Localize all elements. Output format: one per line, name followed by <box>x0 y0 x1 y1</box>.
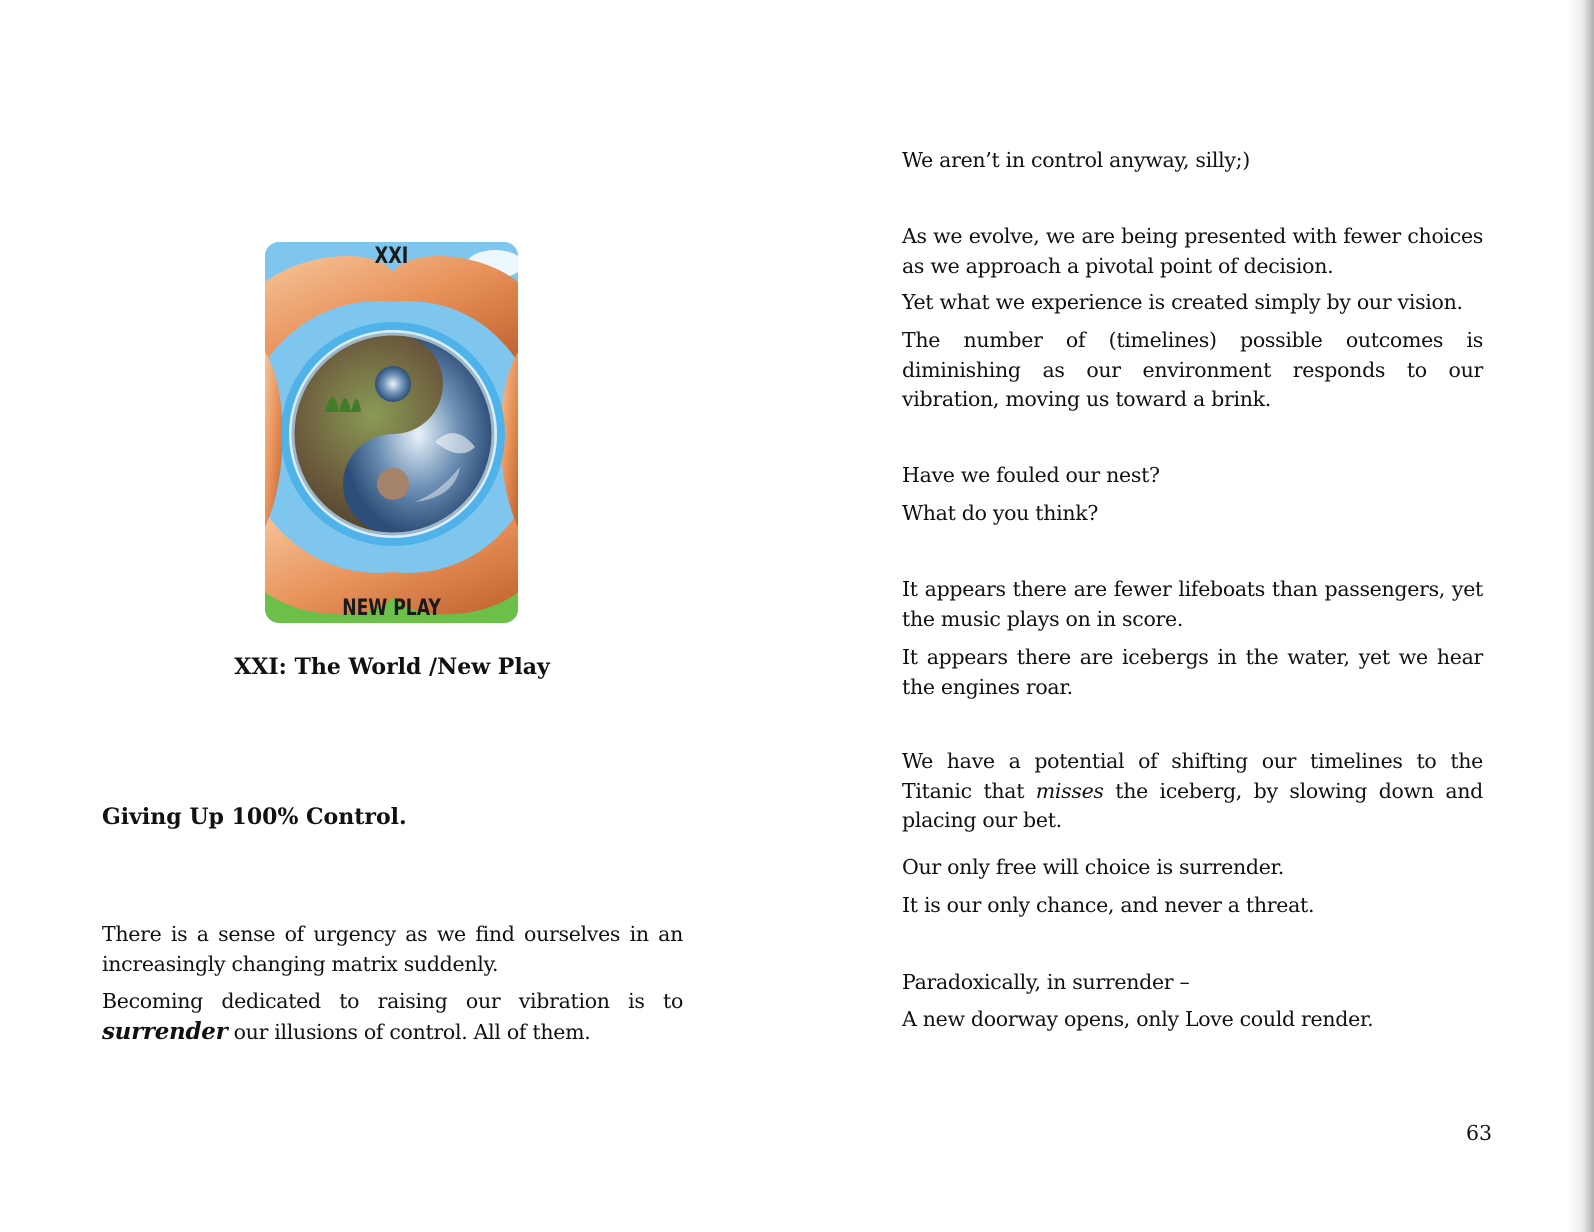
right-line <box>902 1005 1483 1035</box>
paragraph: What do you think? <box>902 501 1099 525</box>
paragraph: Have we fouled our nest? <box>902 463 1160 487</box>
paragraph: It appears there are fewer lifeboats than passengers, yet the music plays on in score. <box>902 577 1483 631</box>
paragraph-text: Becoming dedicated to raising our vibration is to <box>102 989 683 1013</box>
right-line <box>902 891 1483 921</box>
card-caption: XXI: The World /New Play <box>234 654 550 680</box>
right-line <box>902 575 1483 634</box>
right-line <box>902 146 1483 176</box>
paragraph: A new doorway opens, only Love could render. <box>902 1007 1374 1031</box>
card-numeral: XXI <box>374 244 409 269</box>
right-line <box>902 968 1483 998</box>
paragraph: It is our only chance, and never a threat. <box>902 893 1315 917</box>
emphasized-word: surrender <box>102 1017 228 1045</box>
card-artwork <box>265 242 518 623</box>
right-line <box>902 853 1483 883</box>
right-line <box>902 222 1483 281</box>
right-line <box>902 499 1483 529</box>
right-line <box>902 288 1483 318</box>
right-line <box>902 643 1483 702</box>
paragraph-text: We have a potential of shifting our timelines to the Titanic that <box>902 749 1483 803</box>
paragraph: Yet what we experience is created simply by our vision. <box>902 290 1463 314</box>
paragraph <box>902 747 1483 836</box>
paragraph: There is a sense of urgency as we find ourselves in an increasingly changing matrix suddenly. <box>102 922 683 976</box>
paragraph: As we evolve, we are being presented with fewer choices as we approach a pivotal point of decision. <box>902 224 1483 278</box>
section-heading: Giving Up 100% Control. <box>102 804 407 830</box>
paragraph <box>102 987 683 1047</box>
paragraph: We aren’t in control anyway, silly;) <box>902 148 1250 172</box>
paragraph: Our only free will choice is surrender. <box>902 855 1285 879</box>
paragraph-text: the iceberg, by slowing down and placing our bet. <box>902 778 1483 832</box>
paragraph: The number of (timelines) possible outcomes is diminishing as our environment responds to our vibration, moving us toward a brink. <box>902 328 1483 411</box>
paragraph: It appears there are icebergs in the water, yet we hear the engines roar. <box>902 645 1483 699</box>
right-line <box>902 747 1483 836</box>
tarot-card-image <box>265 242 518 623</box>
right-line <box>902 461 1483 491</box>
left-body-text <box>102 920 683 1055</box>
page-edge-shadow <box>1568 0 1594 1232</box>
paragraph-text: our illusions of control. All of them. <box>227 1019 591 1044</box>
card-name: NEW PLAY <box>342 596 441 621</box>
right-line <box>902 326 1483 415</box>
emphasized-word: misses <box>1035 778 1104 803</box>
paragraph: Paradoxically, in surrender – <box>902 970 1190 994</box>
page-number: 63 <box>1466 1121 1493 1145</box>
